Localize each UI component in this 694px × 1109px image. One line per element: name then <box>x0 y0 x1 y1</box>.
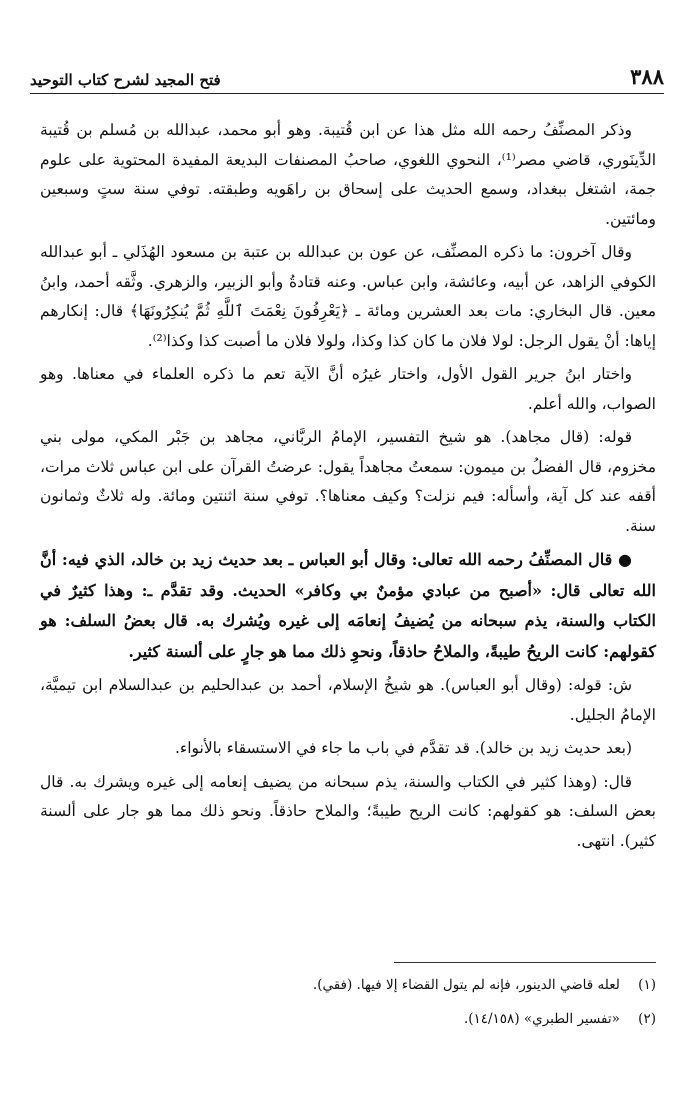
footnote <box>40 1008 656 1030</box>
paragraph-awn-ibn-abdullah: وقال آخرون: ما ذكره المصنِّف، عن عون بن عبدالله بن عتبة بن مسعود الهُذَلي ـ أبو عبدالله الكوفي الزاهد، عن أبيه، وعائشة، وابن عباس. وعنه قتادةُ وأبو الزبير، والزهري. وثَّقه أحمد، وابنُ معين. قال البخاري: مات بعد العشرين ومائة ـ ﴿يَعْرِفُونَ نِعْمَتَ ٱللَّهِ ثُمَّ يُنكِرُونَهَا﴾ قال: إنكارهم إياها: أنْ يقول الرجل: لولا فلان ما كان كذا وكذا، ولولا فلان ما أصبت كذا وكذا⁽²⁾. <box>40 243 656 350</box>
page-header <box>30 58 664 94</box>
paragraph-commentary-abul-abbas: ش: قوله: (وقال أبو العباس). هو شيخُ الإسلام، أحمد بن عبدالحليم بن عبدالسلام ابن تيميَّة، الإمامُ الجليل. <box>40 676 656 724</box>
running-title: فتح المجيد لشرح كتاب التوحيد <box>30 71 221 89</box>
main-text <box>40 116 656 860</box>
footnote-separator <box>394 962 656 963</box>
paragraph-author-quote: ● قال المصنِّفُ رحمه الله تعالى: وقال أبو العباس ـ بعد حديث زيد بن خالد، الذي فيه: أنَّ الله تعالى قال: «أصبح من عبادي مؤمنٌ بي وكافر» الحديث. وقد تقدَّم ـ: وهذا كثيرٌ في الكتاب والسنة، يذم سبحانه من يُضيفُ إنعامَه إلى غيره ويُشرك به. قال بعضُ السلف: هو كقولهم: كانت الريحُ طيبةً، والملاحُ حاذقاً، ونحوِ ذلك مما هو جارٍ على ألسنة كثير. <box>40 550 657 661</box>
page-number: ٣٨٨ <box>630 64 664 89</box>
footnotes <box>40 974 656 1042</box>
footnote-number: (٢) <box>638 1011 656 1027</box>
footnote <box>40 974 656 996</box>
paragraph-closing-quote: قال: (وهذا كثير في الكتاب والسنة، يذم سبحانه من يضيف إنعامه إلى غيره ويشرك به. قال بعض السلف: هو كقولهم: كانت الريح طيبةً؛ والملاح حاذقاً. ونحو ذلك مما هو جار على ألسنة كثير). انتهى. <box>40 772 656 850</box>
paragraph-zayd-hadith: (بعد حديث زيد بن خالد). قد تقدَّم في باب ما جاء في الاستسقاء بالأنواء. <box>174 739 632 757</box>
paragraph-mujahid: قوله: (قال مجاهد). هو شيخ التفسير، الإمامُ الربَّاني، مجاهد بن جَبْر المكي، مولى بني مخزوم، قال الفضلُ بن ميمون: سمعتُ مجاهداً يقول: عرضتُ القرآن على ابن عباس ثلاث مرات، أقفه عند كل آية، وأسأله: فيم نزلت؟ وكيف معناها؟. توفي سنة اثنتين ومائة. وله ثلاثٌ وثمانون سنة. <box>40 428 656 535</box>
footnote-number: (١) <box>638 977 656 993</box>
footnote-text: لعله قاضي الدينور، فإنه لم يتول القضاء إلا فيها. (فقي). <box>312 977 620 993</box>
paragraph-ibn-jarir: واختار ابنُ جرير القول الأول، واختار غيرُه أنَّ الآية تعم ما ذكره العلماء في معناها. وهو الصواب، والله أعلم. <box>40 365 656 413</box>
paragraph-ibn-qutayba: وذكر المصنِّفُ رحمه الله مثل هذا عن ابن قُتيبة. وهو أبو محمد، عبدالله بن مُسلم بن قُتيبة الدِّينَوري، قاضي مصر⁽¹⁾، النحوي اللغوي، صاحبُ المصنفات البديعة المفيدة المحتوية على علوم جمة، اشتغل ببغداد، وسمع الحديث على إسحاق بن راهَويه وطبقته. توفي سنة ستٍ وسبعين ومائتين. <box>40 121 657 228</box>
footnote-text: «تفسير الطبري» (١٤/١٥٨). <box>463 1011 620 1027</box>
